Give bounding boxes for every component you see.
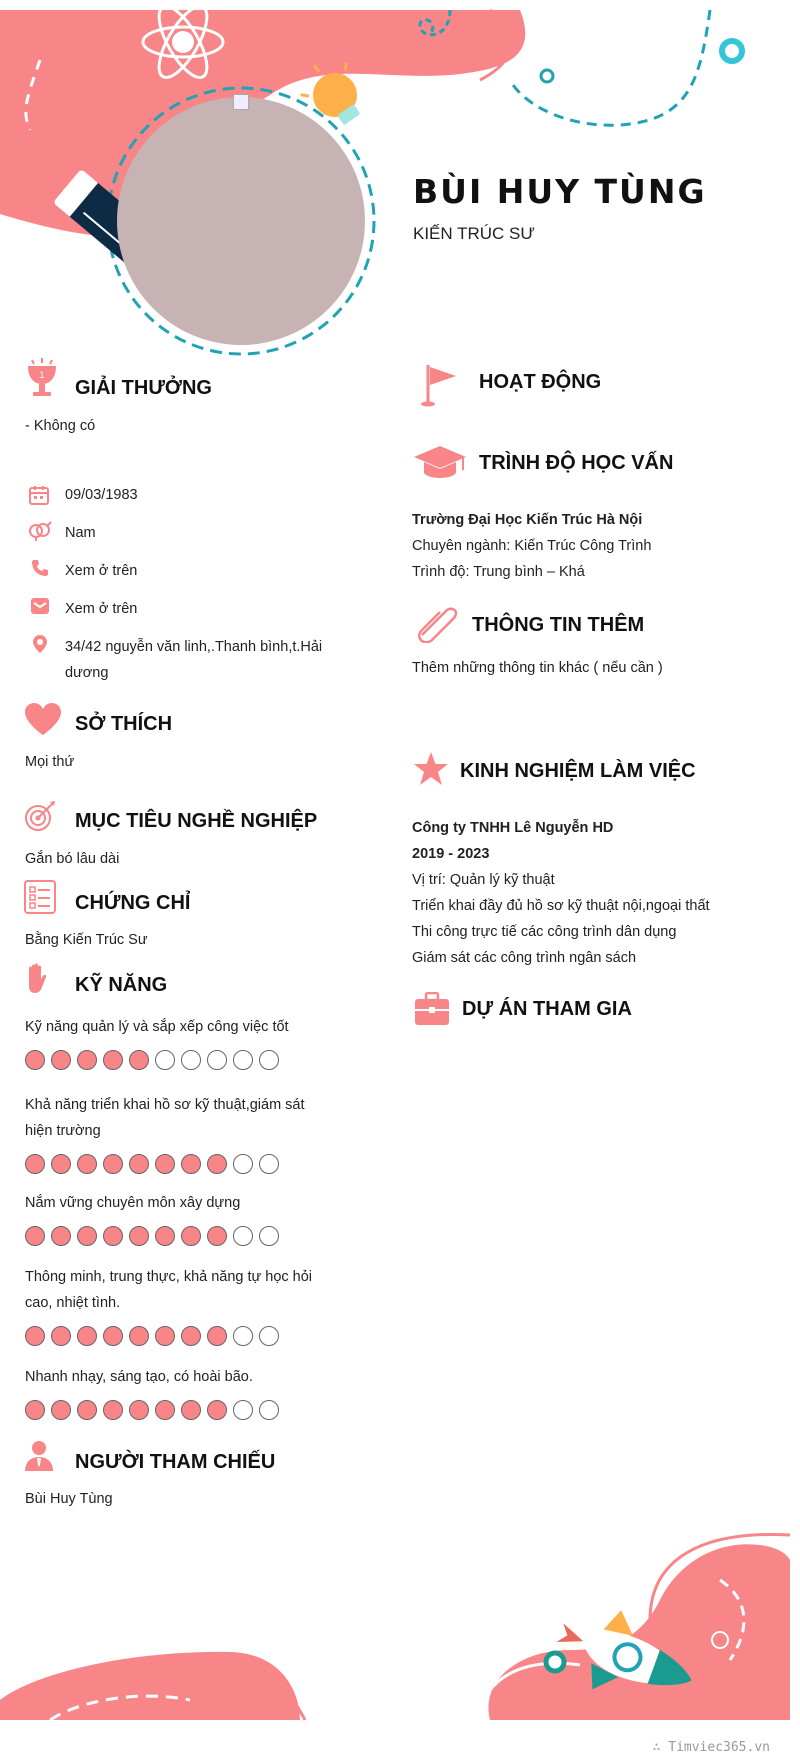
calendar-icon [29, 485, 49, 505]
education-school: Trường Đại Học Kiến Trúc Hà Nội [412, 512, 643, 528]
rating-dot-filled [129, 1050, 149, 1070]
rating-dot-empty [155, 1050, 175, 1070]
rating-dot-filled [77, 1326, 97, 1346]
certificates-content: Bằng Kiến Trúc Sư [25, 932, 148, 948]
skill-name: Nắm vững chuyên môn xây dựng [25, 1195, 241, 1211]
rating-dot-filled [25, 1400, 45, 1420]
rating-dot-filled [51, 1400, 71, 1420]
experience-title: KINH NGHIỆM LÀM VIỆC [460, 760, 696, 782]
objective-content: Gắn bó lâu dài [25, 851, 120, 867]
rating-dot-empty [259, 1154, 279, 1174]
rating-dot-empty [233, 1226, 253, 1246]
watermark: ∴ Timviec365.vn [652, 1740, 770, 1755]
rating-dot-filled [181, 1400, 201, 1420]
rating-dot-filled [181, 1226, 201, 1246]
rating-dot-filled [207, 1154, 227, 1174]
gender: Nam [65, 525, 96, 541]
email-icon [30, 597, 50, 615]
experience-line: Vị trí: Quản lý kỹ thuật [412, 872, 555, 888]
rating-dot-empty [259, 1400, 279, 1420]
rating-dot-filled [155, 1154, 175, 1174]
skill-name: Nhanh nhạy, sáng tạo, có hoài bão. [25, 1369, 253, 1385]
hand-icon [24, 963, 50, 995]
rating-dot-empty [259, 1326, 279, 1346]
rating-dot-filled [103, 1226, 123, 1246]
email: Xem ở trên [65, 601, 138, 617]
avatar [117, 97, 365, 345]
checklist-icon [24, 880, 56, 914]
experience-line: Giám sát các công trình ngân sách [412, 950, 637, 966]
address-line1: 34/42 nguyễn văn linh,.Thanh bình,t.Hải [65, 639, 323, 655]
rating-dot-filled [207, 1400, 227, 1420]
target-icon [24, 800, 56, 832]
birthday: 09/03/1983 [65, 487, 138, 503]
skill-name: Thông minh, trung thực, khả năng tự học hỏi [25, 1269, 313, 1285]
skill-rating [25, 1154, 279, 1174]
person-icon [24, 1440, 54, 1472]
rating-dot-empty [233, 1400, 253, 1420]
phone: Xem ở trên [65, 563, 138, 579]
rating-dot-empty [233, 1050, 253, 1070]
references-title: NGƯỜI THAM CHIẾU [75, 1451, 276, 1473]
address-line2: dương [65, 665, 109, 681]
graduation-cap-icon [413, 444, 467, 480]
star-icon [413, 751, 449, 787]
rating-dot-empty [259, 1050, 279, 1070]
education-major: Chuyên ngành: Kiến Trúc Công Trình [412, 538, 652, 554]
rating-dot-empty [259, 1226, 279, 1246]
activities-title: HOẠT ĐỘNG [479, 371, 602, 393]
trophy-icon [24, 358, 60, 398]
skill-rating [25, 1050, 279, 1070]
rating-dot-filled [77, 1226, 97, 1246]
paperclip-icon [414, 603, 460, 643]
rating-dot-empty [207, 1050, 227, 1070]
skills-title: KỸ NĂNG [75, 974, 168, 996]
rating-dot-filled [77, 1050, 97, 1070]
objective-title: MỤC TIÊU NGHỀ NGHIỆP [75, 810, 318, 832]
briefcase-icon [414, 992, 450, 1026]
education-title: TRÌNH ĐỘ HỌC VẤN [479, 452, 674, 474]
heart-icon [24, 702, 62, 736]
hobbies-content: Mọi thứ [25, 754, 75, 770]
rating-dot-filled [103, 1154, 123, 1174]
rating-dot-filled [77, 1154, 97, 1174]
rating-dot-filled [155, 1326, 175, 1346]
skill-rating [25, 1226, 279, 1246]
rating-dot-filled [25, 1154, 45, 1174]
rating-dot-filled [181, 1154, 201, 1174]
rating-dot-empty [181, 1050, 201, 1070]
awards-title: GIẢI THƯỞNG [75, 377, 212, 399]
rating-dot-filled [77, 1400, 97, 1420]
rating-dot-filled [51, 1226, 71, 1246]
rating-dot-filled [129, 1400, 149, 1420]
rating-dot-filled [129, 1326, 149, 1346]
gender-icon [28, 521, 52, 541]
experience-line: Thi công trực tiế các công trình dân dụng [412, 924, 677, 940]
hobbies-title: SỞ THÍCH [75, 713, 173, 735]
skill-rating [25, 1326, 279, 1346]
experience-period: 2019 - 2023 [412, 846, 490, 862]
candidate-name: BÙI HUY TÙNG [413, 172, 707, 211]
certificates-title: CHỨNG CHỈ [75, 892, 191, 914]
rating-dot-filled [103, 1326, 123, 1346]
skill-name: Khả năng triển khai hồ sơ kỹ thuật,giám sát [25, 1097, 305, 1113]
projects-title: DỰ ÁN THAM GIA [462, 998, 632, 1020]
phone-icon [31, 559, 49, 577]
rating-dot-filled [51, 1050, 71, 1070]
rating-dot-filled [129, 1226, 149, 1246]
rating-dot-filled [25, 1326, 45, 1346]
references-content: Bùi Huy Tùng [25, 1491, 113, 1507]
skill-name-continued: hiện trường [25, 1123, 101, 1139]
rating-dot-filled [155, 1226, 175, 1246]
rating-dot-filled [51, 1326, 71, 1346]
awards-content: - Không có [25, 418, 96, 434]
rating-dot-empty [233, 1154, 253, 1174]
flag-icon [418, 361, 460, 407]
rating-dot-filled [207, 1326, 227, 1346]
svg-text:1: 1 [39, 370, 45, 380]
rating-dot-filled [103, 1400, 123, 1420]
extra-title: THÔNG TIN THÊM [472, 614, 645, 636]
extra-content: Thêm những thông tin khác ( nếu cần ) [412, 660, 663, 676]
rating-dot-filled [155, 1400, 175, 1420]
experience-company: Công ty TNHH Lê Nguyễn HD [412, 820, 614, 836]
rating-dot-filled [207, 1226, 227, 1246]
rating-dot-filled [25, 1050, 45, 1070]
rating-dot-empty [233, 1326, 253, 1346]
education-level: Trình độ: Trung bình – Khá [412, 564, 585, 580]
broken-image-icon [233, 94, 249, 110]
skill-name: Kỹ năng quản lý và sắp xếp công việc tốt [25, 1019, 289, 1035]
experience-line: Triển khai đầy đủ hồ sơ kỹ thuật nội,ngoại thất [412, 898, 710, 914]
rating-dot-filled [51, 1154, 71, 1174]
skill-rating [25, 1400, 279, 1420]
job-title: KIẾN TRÚC SƯ [413, 224, 535, 243]
skill-name-continued: cao, nhiệt tình. [25, 1295, 121, 1311]
rating-dot-filled [25, 1226, 45, 1246]
rating-dot-filled [181, 1326, 201, 1346]
location-pin-icon [32, 634, 48, 654]
rating-dot-filled [103, 1050, 123, 1070]
rating-dot-filled [129, 1154, 149, 1174]
